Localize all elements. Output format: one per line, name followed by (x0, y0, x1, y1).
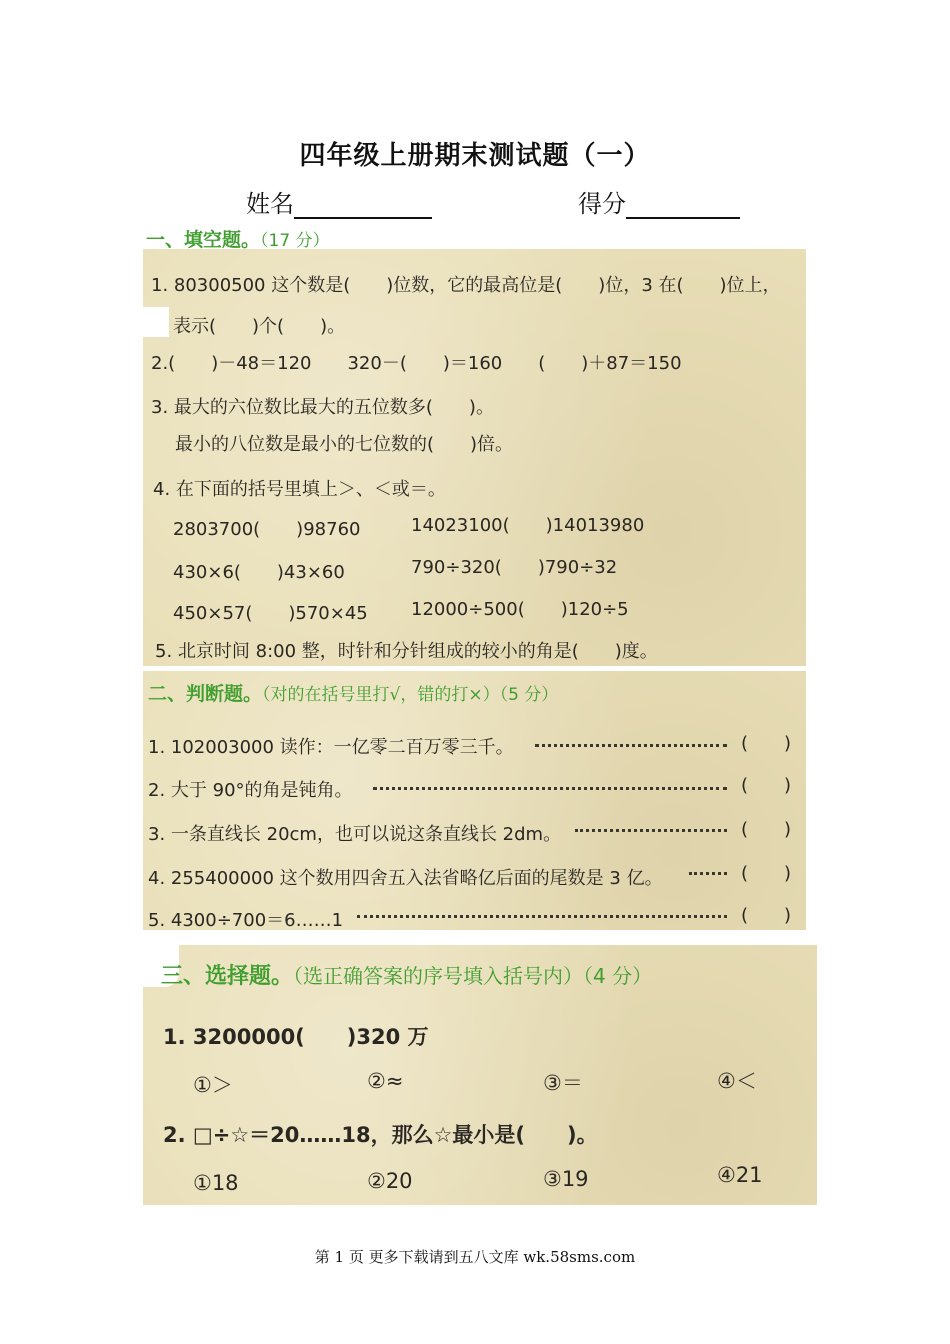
question-4: 4. 在下面的括号里填上＞、＜或＝。 (153, 479, 446, 500)
true-false-section (143, 671, 806, 930)
multiple-choice-section (143, 945, 817, 1205)
compare-item: 14023100( )14013980 (411, 515, 645, 536)
judge-item: 4. 255400000 这个数用四舍五入法省略亿后面的尾数是 3 亿。 (148, 868, 663, 889)
question-1-line-2: 表示( )个( )。 (173, 316, 346, 337)
compare-item: 450×57( )570×45 (173, 603, 368, 624)
judge-item: 1. 102003000 读作：一亿零二百万零三千。 (148, 737, 514, 758)
score-field (578, 184, 740, 219)
answer-paren: ( ) (741, 905, 792, 926)
name-blank (294, 191, 432, 219)
fill-in-section (143, 223, 806, 666)
choice-question-2: 2. □÷☆＝20……18，那么☆最小是( )。 (163, 1123, 598, 1147)
answer-paren: ( ) (741, 733, 792, 754)
choice-option: ④＜ (717, 1069, 757, 1093)
compare-item: 2803700( )98760 (173, 519, 361, 540)
dot-leader (357, 915, 727, 918)
choice-question-1: 1. 3200000( )320 万 (163, 1025, 429, 1049)
question-2: 2.( )－48＝120 320－( )＝160 ( )＋87＝150 (151, 353, 682, 374)
choice-option: ④21 (717, 1163, 763, 1187)
page-footer: 第 1 页 更多下载请到五八文库 wk.58sms.com (314, 1248, 636, 1266)
question-3-line-1: 3. 最大的六位数比最大的五位数多( )。 (151, 397, 494, 418)
score-blank (626, 191, 740, 219)
true-false-heading: 二、判断题。（对的在括号里打√，错的打×）（5 分） (148, 683, 559, 705)
answer-paren: ( ) (741, 863, 792, 884)
choice-option: ②≈ (367, 1069, 404, 1093)
judge-item: 2. 大于 90°的角是钝角。 (148, 780, 353, 801)
fill-in-heading: 一、填空题。（17 分） (146, 229, 330, 251)
question-5: 5. 北京时间 8:00 整，时针和分针组成的较小的角是( )度。 (155, 641, 658, 662)
question-3-line-2: 最小的八位数是最小的七位数的( )倍。 (175, 434, 514, 455)
choice-option: ①18 (193, 1171, 239, 1195)
choice-option: ③＝ (543, 1071, 583, 1095)
dot-leader (535, 744, 727, 747)
name-field (246, 184, 432, 219)
choice-option: ③19 (543, 1167, 589, 1191)
question-1-line-1: 1. 80300500 这个数是( )位数，它的最高位是( )位，3 在( )位上， (151, 275, 781, 296)
dot-leader (373, 787, 727, 790)
dot-leader (689, 872, 727, 875)
compare-item: 790÷320( )790÷32 (411, 557, 618, 578)
name-label: 姓名 (246, 190, 294, 218)
page-title: 四年级上册期末测试题（一） (299, 141, 651, 171)
compare-item: 430×6( )43×60 (173, 562, 345, 583)
choice-option: ①＞ (193, 1073, 233, 1097)
answer-paren: ( ) (741, 819, 792, 840)
judge-item: 3. 一条直线长 20cm，也可以说这条直线长 2dm。 (148, 824, 562, 845)
answer-paren: ( ) (741, 775, 792, 796)
compare-item: 12000÷500( )120÷5 (411, 599, 629, 620)
choice-option: ②20 (367, 1169, 413, 1193)
dot-leader (575, 829, 727, 832)
multiple-choice-heading: 三、选择题。（选正确答案的序号填入括号内）（4 分） (161, 964, 653, 989)
judge-item: 5. 4300÷700＝6……1 (148, 910, 344, 930)
score-label: 得分 (578, 190, 626, 218)
